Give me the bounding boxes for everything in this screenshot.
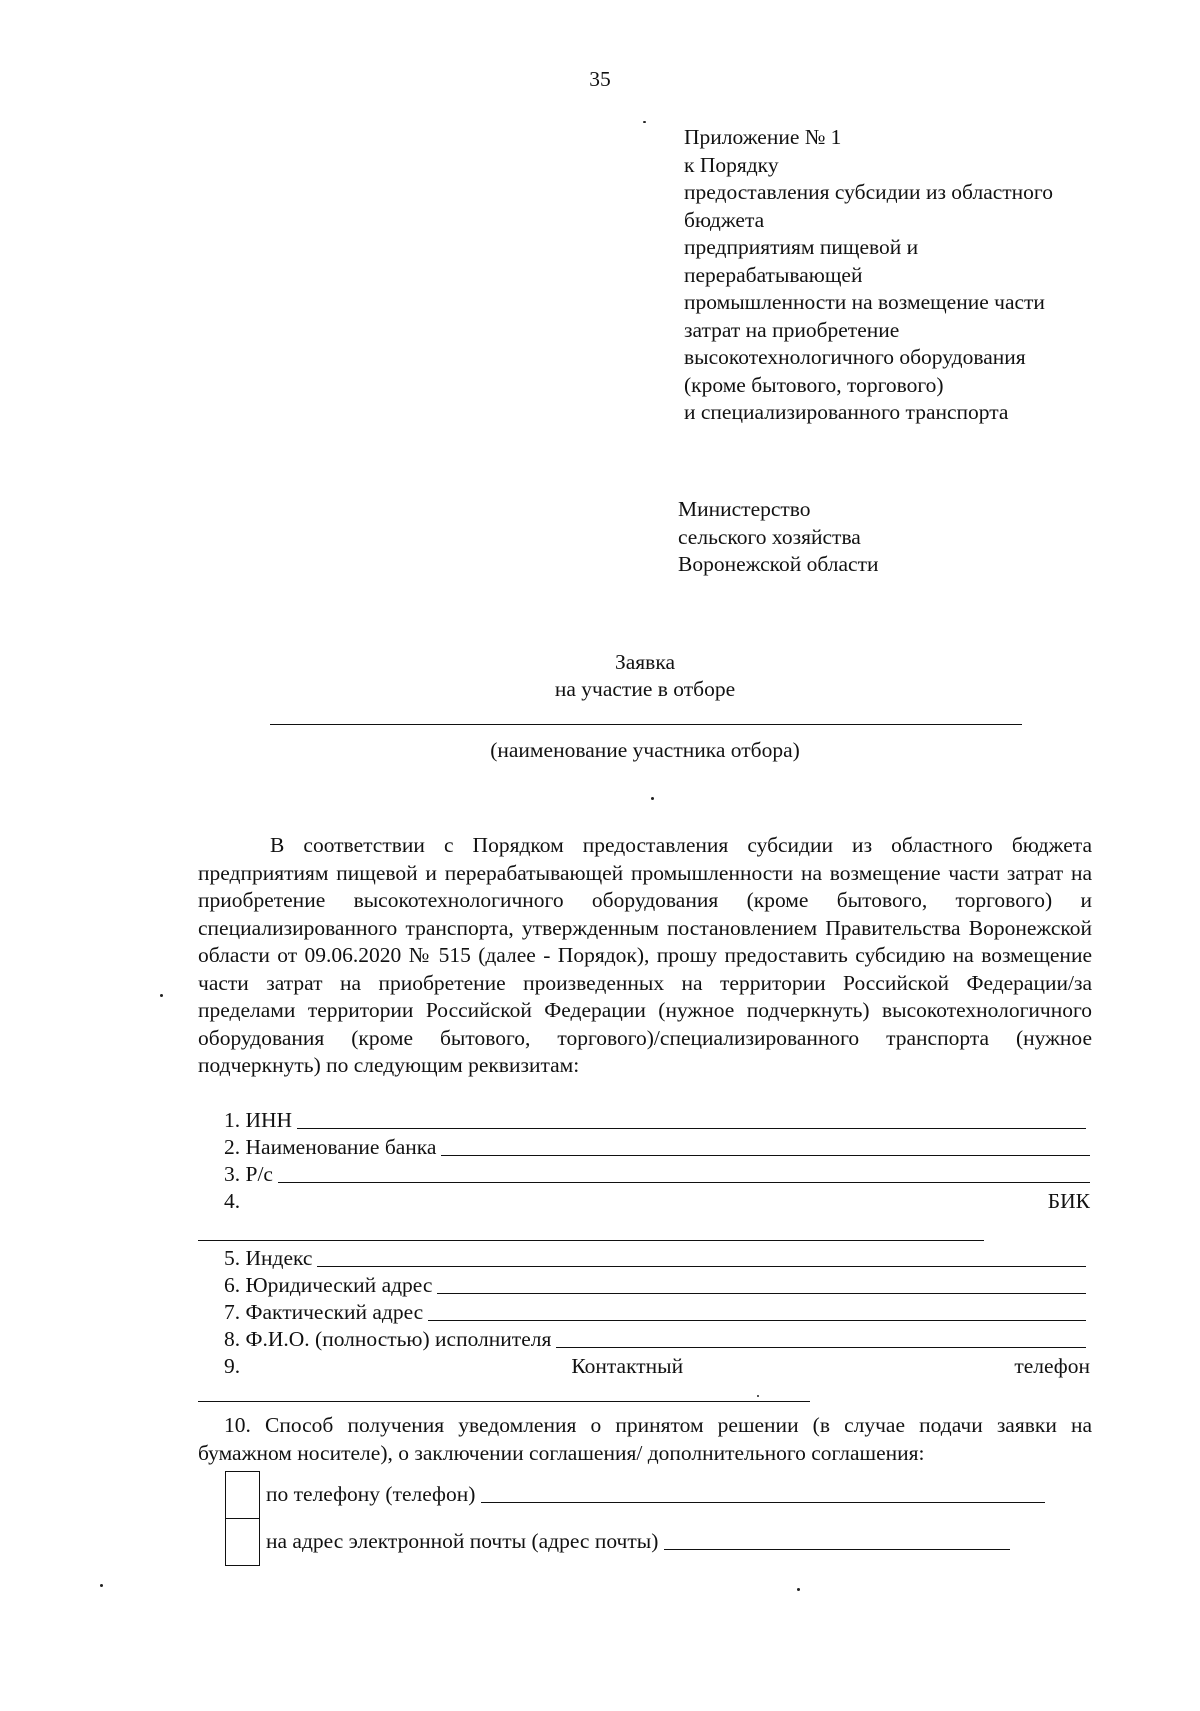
scan-speck [100,1584,103,1587]
inn-field[interactable] [224,1107,1086,1135]
account-label: 3. Р/с [224,1162,273,1186]
legal-address-input-line[interactable] [437,1293,1086,1294]
phone-option-label: по телефону (телефон) [266,1482,476,1507]
scan-speck [797,1588,800,1591]
appendix-line: (кроме бытового, торгового) [684,372,944,397]
executor-name-field[interactable] [224,1326,1086,1354]
addressee-line: сельского хозяйства [678,524,861,549]
account-field[interactable] [224,1161,1090,1189]
body-text: В соответствии с Порядком предоставления субсидии из областного бюджета предприятиям пищевой и перерабатывающей промышленности на возмещение части затрат на приобретение высокотехнологичного оборудования (кроме бытового, торгового) и специализированного транспорта, утвержденным постановлением Правительства Воронежской области от 09.06.2020 № 515 (далее - Порядок), прошу предоставить субсидию на возмещение части затрат на приобретение произведенных на территории Российской Федерации/за пределами территории Российской Федерации (нужное подчеркнуть) высокотехнологичного оборудования (кроме бытового, торгового)/специализированного транспорта (нужное подчеркнуть) по следующим реквизитам: [198,833,1092,1077]
appendix-line: бюджета [684,207,765,232]
index-input-line[interactable] [317,1266,1086,1267]
notification-method [198,1412,1092,1467]
participant-name-caption: (наименование участника отбора) [490,738,800,762]
actual-address-label: 7. Фактический адрес [224,1300,424,1324]
actual-address-input-line[interactable] [428,1320,1086,1321]
appendix-line: к Порядку [684,152,779,177]
legal-address-label: 6. Юридический адрес [224,1273,433,1297]
notification-option-phone [226,1472,1107,1519]
legal-address-field[interactable] [224,1272,1086,1300]
bik-label: БИК [1047,1189,1090,1213]
participant-name-line[interactable] [270,724,1022,725]
phone-row [224,1353,1090,1381]
scan-speck [643,121,646,123]
phone-option-input-line[interactable] [481,1502,1045,1503]
appendix-line: высокотехнологичного оборудования [684,345,1026,369]
body-paragraph [198,832,1092,1080]
addressee-line: Министерство [678,497,811,521]
bank-name-field[interactable] [224,1134,1090,1162]
bik-number: 4. [224,1189,241,1213]
addressee [678,496,1078,579]
application-subtitle: на участие в отборе [554,677,736,701]
phone-input-line[interactable] [198,1401,810,1402]
scan-speck [160,994,163,997]
bik-input-line[interactable] [198,1240,984,1241]
index-label: 5. Индекс [224,1246,313,1270]
bank-name-input-line[interactable] [441,1155,1090,1156]
appendix-line: промышленности на возмещение части [684,290,1045,314]
appendix-line: Приложение № 1 [684,125,842,149]
email-option-cell [260,1519,1107,1566]
email-option-label: на адрес электронной почты (адрес почты) [266,1529,659,1554]
executor-name-label: 8. Ф.И.О. (полностью) исполнителя [224,1327,552,1351]
scan-speck [651,797,654,800]
phone-label-contact: Контактный [571,1354,684,1378]
email-checkbox[interactable] [226,1519,260,1566]
appendix-header [684,124,1124,427]
phone-checkbox[interactable] [226,1472,260,1519]
phone-number: 9. [224,1354,241,1378]
page-number: 35 [589,67,611,91]
appendix-line: предприятиям пищевой и [684,235,919,259]
phone-label-phone: телефон [1014,1354,1090,1378]
notification-option-email [226,1519,1107,1566]
account-input-line[interactable] [278,1182,1090,1183]
bank-name-label: 2. Наименование банка [224,1135,437,1159]
executor-name-input-line[interactable] [556,1347,1086,1348]
notification-options-table [225,1471,1106,1566]
notification-method-text: 10. Способ получения уведомления о принятом решении (в случае подачи заявки на бумажном носителе), о заключении соглашения/ дополнительного соглашения: [198,1413,1092,1465]
actual-address-field[interactable] [224,1299,1086,1327]
phone-option-cell [260,1472,1107,1519]
inn-input-line[interactable] [297,1128,1086,1129]
application-title: Заявка [614,650,676,674]
email-option-input-line[interactable] [664,1549,1010,1550]
inn-label: 1. ИНН [224,1108,293,1132]
addressee-line: Воронежской области [678,552,879,576]
scan-speck [757,1395,759,1397]
bik-row [224,1188,1090,1216]
index-field[interactable] [224,1245,1086,1273]
appendix-line: и специализированного транспорта [684,400,1009,424]
appendix-line: перерабатывающей [684,262,863,287]
appendix-line: предоставления субсидии из областного [684,180,1053,204]
appendix-line: затрат на приобретение [684,317,900,342]
